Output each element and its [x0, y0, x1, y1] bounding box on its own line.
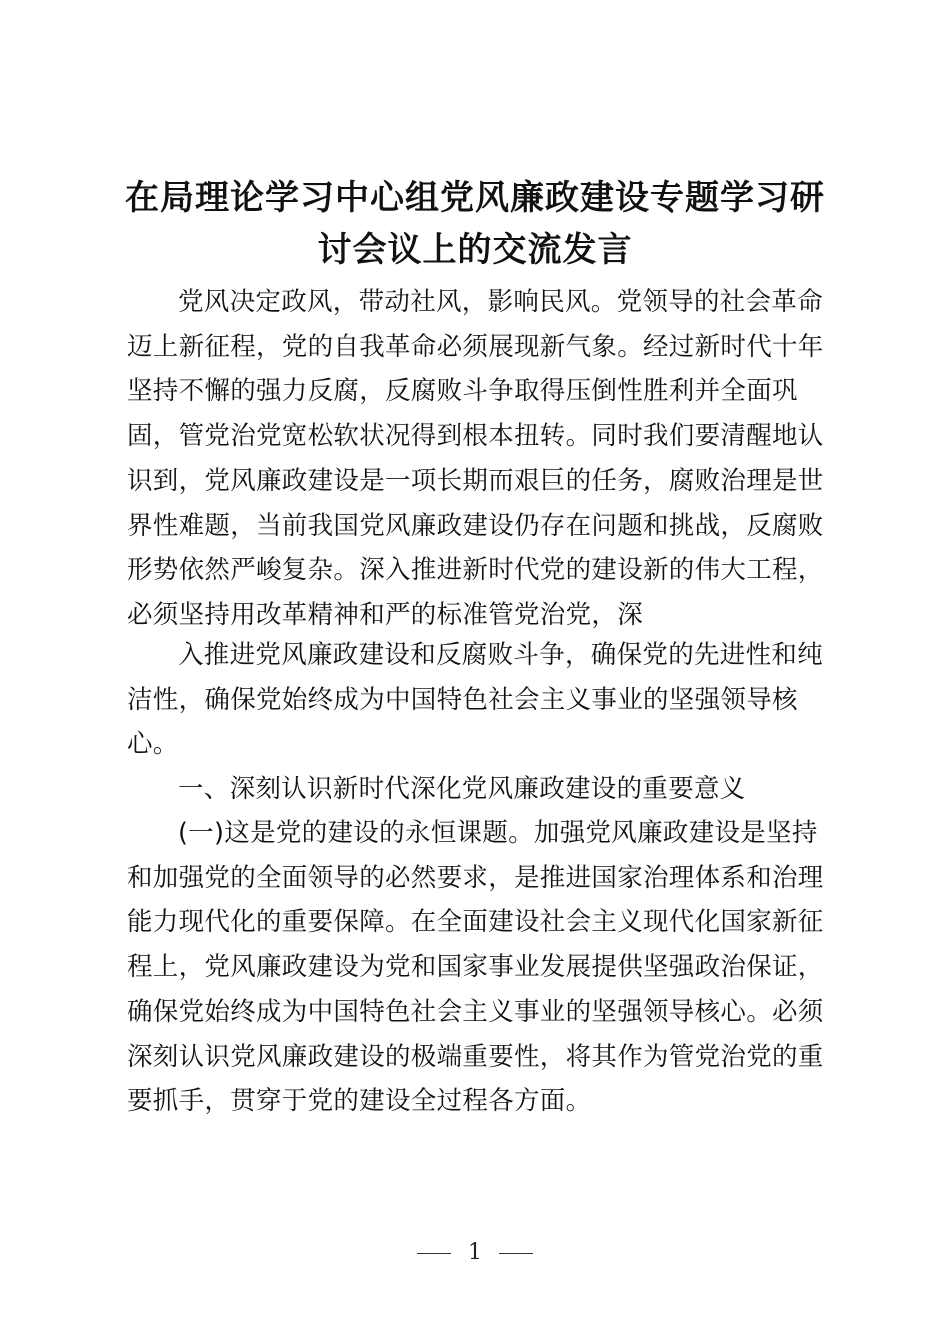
paragraph-line: 深刻认识党风廉政建设的极端重要性，将其作为管党治党的重: [127, 1041, 824, 1072]
paragraph-line: 能力现代化的重要保障。在全面建设社会主义现代化国家新征: [127, 907, 824, 938]
document-title: [100, 172, 850, 276]
paragraph-line: 党风决定政风，带动社风，影响民风。党领导的社会革命: [178, 287, 824, 317]
paragraph-line: 界性难题，当前我国党风廉政建设仍存在问题和挑战，反腐败: [127, 510, 824, 541]
paragraph-line: 坚持不懈的强力反腐，反腐败斗争取得压倒性胜利并全面巩: [127, 376, 798, 407]
paragraph-line: 洁性，确保党始终成为中国特色社会主义事业的坚强领导核: [127, 684, 798, 715]
page-footer: [0, 1240, 950, 1265]
page-number: 1: [468, 1240, 482, 1265]
paragraph-continuation: [127, 633, 827, 767]
title-line: 在局理论学习中心组党风廉政建设专题学习研: [125, 178, 825, 218]
paragraph-line: 入推进党风廉政建设和反腐败斗争，确保党的先进性和纯: [178, 640, 824, 670]
paragraph-line: 心。: [127, 729, 179, 760]
section-heading: [127, 767, 827, 812]
paragraph-line: (一)这是党的建设的永恒课题。加强党风廉政建设是坚持: [178, 818, 818, 848]
paragraph-intro: [127, 280, 827, 638]
footer-dash-left: [417, 1253, 451, 1254]
paragraph-line: 迈上新征程，党的自我革命必须展现新气象。经过新时代十年: [127, 331, 824, 362]
paragraph-line: 必须坚持用改革精神和严的标准管党治党，深: [127, 599, 644, 630]
paragraph-line: 固，管党治党宽松软状况得到根本扭转。同时我们要清醒地认: [127, 421, 824, 452]
paragraph-line: 识到，党风廉政建设是一项长期而艰巨的任务，腐败治理是世: [127, 465, 824, 496]
paragraph-line: 程上，党风廉政建设为党和国家事业发展提供坚强政治保证，: [127, 952, 824, 983]
paragraph-line: 形势依然严峻复杂。深入推进新时代党的建设新的伟大工程，: [127, 555, 824, 586]
paragraph-section-one: [127, 811, 827, 1124]
title-line: 讨会议上的交流发言: [317, 230, 633, 270]
paragraph-line: 和加强党的全面领导的必然要求，是推进国家治理体系和治理: [127, 862, 824, 893]
footer-dash-right: [499, 1253, 533, 1254]
section-heading-text: 一、深刻认识新时代深化党风廉政建设的重要意义: [178, 774, 746, 804]
paragraph-line: 确保党始终成为中国特色社会主义事业的坚强领导核心。必须: [127, 996, 824, 1027]
paragraph-line: 要抓手，贯穿于党的建设全过程各方面。: [127, 1086, 592, 1117]
